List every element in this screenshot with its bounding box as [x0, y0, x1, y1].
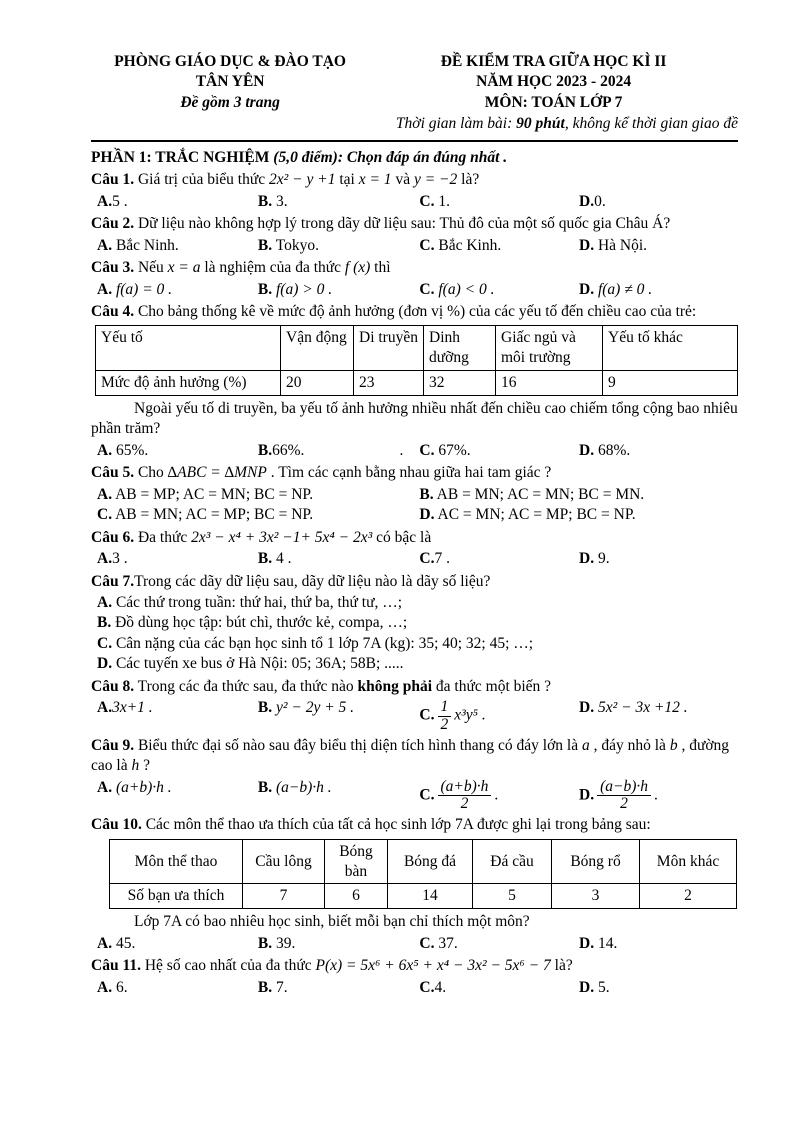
- table-cell: 7: [243, 884, 325, 909]
- table-header-cell: Đá cầu: [473, 839, 552, 884]
- text-segment: thì: [370, 259, 391, 277]
- option-label: A.: [97, 978, 113, 996]
- option-label: D.: [579, 786, 595, 804]
- text-segment: , đáy nhỏ là: [589, 736, 670, 754]
- q7-option-d: [97, 654, 738, 674]
- text-segment: 2x² − y +1: [269, 171, 336, 189]
- option-label: A.: [97, 778, 113, 796]
- question-6-label: Câu 6.: [91, 528, 135, 546]
- q2-option-d: [579, 236, 738, 256]
- q3-option-c: [419, 280, 579, 300]
- table-header-cell: Dinh dưỡng: [424, 326, 496, 371]
- option-label: B.: [257, 280, 273, 298]
- table-header-cell: Di truyền: [354, 326, 424, 371]
- option-label: C.: [419, 550, 435, 568]
- option-label: B.: [257, 934, 273, 952]
- table-cell: 3: [552, 884, 640, 909]
- option-text: .: [654, 786, 658, 804]
- option-label: D.: [579, 441, 595, 459]
- q8-option-d: [579, 698, 738, 734]
- option-label: A.: [97, 699, 113, 717]
- question-7-body: [134, 573, 490, 590]
- option-text: 5.: [594, 978, 610, 996]
- table-cell: 6: [325, 884, 388, 909]
- option-text: 37.: [434, 934, 458, 952]
- text-segment: đa thức một biến ?: [432, 677, 552, 695]
- question-11-text: [91, 956, 738, 976]
- text-segment: và: [391, 171, 414, 189]
- question-7: [91, 572, 738, 675]
- option-label: A.: [97, 280, 113, 298]
- text-segment: tại: [335, 171, 359, 189]
- option-label: D.: [97, 655, 113, 673]
- q7-option-c: [97, 634, 738, 654]
- text-segment: không phải: [357, 677, 433, 695]
- question-9: [91, 736, 738, 813]
- text-segment: có bậc là: [372, 528, 432, 546]
- text-segment: P(x) = 5x⁶ + 6x⁵ + x⁴ − 3x² − 5x⁶ − 7: [315, 957, 551, 975]
- fraction-numerator: (a+b)·h: [438, 779, 492, 796]
- question-1-body: [134, 171, 479, 188]
- option-label: A.: [97, 441, 113, 459]
- option-label: A.: [97, 934, 113, 952]
- text-segment: . Tìm các cạnh bằng nhau giữa hai tam giác ?: [266, 464, 552, 482]
- question-6-text: [91, 528, 738, 548]
- question-1: [91, 170, 738, 212]
- option-label: C.: [419, 706, 435, 724]
- table-header-cell: Yếu tố: [96, 326, 281, 371]
- question-1-label: Câu 1.: [91, 171, 135, 189]
- option-label: D.: [579, 934, 595, 952]
- q6-option-d: [579, 549, 738, 569]
- q5-option-b: [419, 485, 738, 505]
- q1-option-b: [258, 192, 420, 212]
- text-segment: ∆ABC = ∆MNP: [167, 464, 267, 482]
- question-11: [91, 956, 738, 998]
- q10-option-a: [97, 934, 258, 954]
- q6-option-b: [258, 549, 420, 569]
- text-segment: Giá trị của biểu thức: [134, 171, 270, 189]
- option-text: 6.: [112, 978, 128, 996]
- fraction: [597, 779, 651, 813]
- table-header-cell: Giấc ngủ và môi trường: [496, 326, 603, 371]
- question-10-text: [91, 815, 738, 835]
- option-label: C.: [97, 634, 113, 652]
- table-header-cell: Cầu lông: [243, 839, 325, 884]
- q4-option-a: [97, 441, 258, 461]
- option-text: 39.: [272, 934, 296, 952]
- q3-option-d: [579, 280, 738, 300]
- fraction: [438, 699, 452, 733]
- option-label: C.: [419, 280, 435, 298]
- option-text: (a+b)·h .: [112, 778, 172, 796]
- fraction-denominator: 2: [440, 715, 449, 733]
- option-label: A.: [97, 550, 113, 568]
- exam-title: ĐỀ KIỂM TRA GIỮA HỌC KÌ II: [440, 53, 667, 70]
- option-label: D.: [579, 699, 595, 717]
- option-text: AB = MN; AC = MN; BC = MN.: [433, 485, 645, 503]
- option-text: 9.: [594, 550, 610, 568]
- text-segment: Cho bảng thống kê về mức độ ảnh hưởng (đơn vị %) của các yếu tố đến chiều cao của trẻ:: [134, 302, 697, 320]
- q2-option-a: [97, 236, 258, 256]
- text-segment: x = a: [167, 259, 201, 277]
- text-segment: , đường cao là: [91, 736, 730, 775]
- q5-option-d: [419, 505, 738, 525]
- text-segment: Cho: [134, 464, 168, 482]
- option-text: f(a) = 0 .: [112, 280, 173, 298]
- q8-option-a: [97, 698, 258, 734]
- table-header-cell: Vận động: [281, 326, 354, 371]
- question-4-options: [91, 441, 738, 461]
- district-name: TÂN YÊN: [195, 73, 265, 91]
- q4-option-c: [419, 441, 579, 461]
- option-text: f(a) > 0 .: [272, 280, 333, 298]
- question-3: [91, 258, 738, 300]
- time-prefix: Thời gian làm bài:: [395, 115, 517, 133]
- option-text: Các tuyến xe bus ở Hà Nội: 05; 36A; 58B; .....: [112, 655, 404, 673]
- subject-line: MÔN: TOÁN LỚP 7: [484, 93, 623, 111]
- table-cell: Mức độ ảnh hưởng (%): [96, 371, 281, 396]
- question-2: [91, 214, 738, 256]
- question-7-text: [91, 572, 738, 592]
- option-text: AB = MP; AC = MN; BC = NP.: [112, 485, 314, 503]
- option-label: D.: [579, 236, 595, 254]
- table-header-row: [110, 839, 737, 884]
- question-9-label: Câu 9.: [91, 736, 135, 754]
- option-text: Bắc Ninh.: [112, 236, 179, 254]
- department-block: [91, 52, 369, 113]
- option-label: C.: [419, 786, 435, 804]
- fraction: [438, 779, 492, 813]
- option-label: B.: [257, 236, 273, 254]
- q10-option-b: [258, 934, 420, 954]
- fraction-denominator: 2: [620, 794, 628, 812]
- text-segment: 2x³ − x⁴ + 3x² −1+ 5x⁴ − 2x³: [191, 528, 373, 546]
- question-5-label: Câu 5.: [91, 464, 135, 482]
- q11-option-a: [97, 978, 258, 998]
- text-segment: Hệ số cao nhất của đa thức: [140, 957, 316, 975]
- question-4: [91, 302, 738, 461]
- table-header-cell: Môn thể thao: [110, 839, 243, 884]
- option-label: B.: [257, 192, 273, 210]
- option-text: 5 .: [112, 192, 128, 210]
- text-segment: b: [669, 736, 678, 754]
- option-text: 3 .: [112, 550, 128, 568]
- question-10-options: [91, 934, 738, 954]
- option-text: 14.: [594, 934, 618, 952]
- table-header-cell: Bóng rổ: [552, 839, 640, 884]
- question-6-body: [134, 529, 431, 546]
- q2-option-b: [258, 236, 420, 256]
- q1-option-c: [419, 192, 579, 212]
- q3-option-a: [97, 280, 258, 300]
- question-4-label: Câu 4.: [91, 302, 135, 320]
- q9-option-b: [258, 778, 420, 814]
- text-segment: là?: [457, 171, 480, 189]
- table-header-cell: Bóng bàn: [325, 839, 388, 884]
- option-text: Bắc Kinh.: [434, 236, 502, 254]
- q5-option-c: [97, 505, 419, 525]
- table-cell: 20: [281, 371, 354, 396]
- option-label: B.: [257, 699, 273, 717]
- part1-heading: [91, 148, 738, 168]
- table-cell: 32: [424, 371, 496, 396]
- text-segment: f (x): [344, 259, 371, 277]
- option-label: B.: [257, 441, 273, 459]
- question-9-body: [91, 737, 729, 774]
- option-label: C.: [419, 236, 435, 254]
- part1-title: PHẦN 1: TRẮC NGHIỆM: [91, 148, 274, 166]
- option-label: A.: [97, 485, 113, 503]
- text-segment: là nghiệm của đa thức: [200, 259, 345, 277]
- option-text: 45.: [112, 934, 136, 952]
- text-segment: x = 1: [358, 171, 392, 189]
- question-10: [91, 815, 738, 954]
- q4-statistics-table: [95, 325, 738, 395]
- time-duration: 90 phút: [516, 115, 565, 133]
- question-4-text: [91, 302, 738, 322]
- option-text: 3.: [272, 192, 288, 210]
- question-7-label: Câu 7.: [91, 572, 135, 590]
- option-text: 68%.: [594, 441, 631, 459]
- question-8: [91, 677, 738, 734]
- text-segment: Trong các dãy dữ liệu sau, dãy dữ liệu nào là dãy số liệu?: [134, 572, 491, 590]
- question-3-options: [91, 280, 738, 300]
- q10-sports-table: [109, 839, 737, 909]
- table-header-cell: Yếu tố khác: [603, 326, 738, 371]
- question-8-label: Câu 8.: [91, 677, 135, 695]
- q9-option-d: [579, 778, 738, 814]
- q11-option-d: [579, 978, 738, 998]
- question-3-body: [134, 259, 390, 276]
- exam-title-block: [369, 52, 738, 113]
- table-data-row: [96, 371, 738, 396]
- q10-option-d: [579, 934, 738, 954]
- exam-header: [91, 52, 738, 113]
- option-label: B.: [97, 614, 112, 632]
- question-4-body: [134, 303, 696, 320]
- option-label: A.: [97, 192, 113, 210]
- question-5-body: [134, 464, 551, 481]
- text-segment: h: [131, 757, 140, 775]
- q2-option-c: [419, 236, 579, 256]
- table-cell: 5: [473, 884, 552, 909]
- q6-option-c: [419, 549, 579, 569]
- q11-option-b: [258, 978, 420, 998]
- table-header-row: [96, 326, 738, 371]
- time-note: [91, 114, 738, 134]
- option-text: x³y⁵ .: [454, 706, 486, 724]
- text-segment: Nếu: [134, 259, 168, 277]
- option-label: D.: [579, 978, 595, 996]
- text-segment: là?: [550, 957, 573, 975]
- page-count-note: Đề gồm 3 trang: [180, 93, 280, 111]
- q9-option-a: [97, 778, 258, 814]
- question-2-label: Câu 2.: [91, 215, 135, 233]
- option-label: A.: [97, 594, 113, 611]
- option-text: 65%.: [112, 441, 149, 459]
- option-text: y² − 2y + 5 .: [272, 699, 355, 717]
- option-text: 7 .: [434, 550, 450, 568]
- table-header-cell: Bóng đá: [388, 839, 473, 884]
- question-2-text: [91, 214, 738, 234]
- option-text: Tokyo.: [272, 236, 319, 254]
- table-data-row: [110, 884, 737, 909]
- q3-option-b: [258, 280, 420, 300]
- text-segment: a: [582, 736, 590, 754]
- option-text: 66%.: [272, 441, 305, 459]
- option-text: 4 .: [272, 550, 292, 568]
- option-text: (a−b)·h .: [272, 778, 332, 796]
- text-segment: y = −2: [413, 171, 458, 189]
- option-label: A.: [97, 236, 113, 254]
- option-label: D.: [579, 192, 595, 210]
- option-text: f(a) ≠ 0 .: [594, 280, 653, 298]
- table-cell: 2: [640, 884, 737, 909]
- option-label: B.: [419, 485, 434, 503]
- option-text: 1.: [434, 192, 450, 210]
- option-text: 3x+1 .: [112, 699, 153, 717]
- option-label: C.: [419, 934, 435, 952]
- option-label: B.: [257, 778, 273, 796]
- text-segment: ?: [139, 757, 150, 775]
- option-text: Cân nặng của các bạn học sinh tổ 1 lớp 7A (kg): 35; 40; 32; 45; …;: [112, 634, 534, 652]
- fraction-denominator: 2: [460, 794, 469, 812]
- question-6-options: [91, 549, 738, 569]
- question-9-text: [91, 736, 738, 777]
- table-cell: 16: [496, 371, 603, 396]
- question-5-options: [91, 485, 738, 526]
- question-11-label: Câu 11.: [91, 957, 141, 975]
- question-1-text: [91, 170, 738, 190]
- q7-option-b: [97, 613, 738, 633]
- q6-option-a: [97, 549, 258, 569]
- q4-option-d: [579, 441, 738, 461]
- q10-option-c: [419, 934, 579, 954]
- table-cell: 23: [354, 371, 424, 396]
- question-4-followup: Ngoài yếu tố di truyền, ba yếu tố ảnh hưởng nhiều nhất đến chiều cao chiếm tổng cộng bao nhiêu phần trăm?: [91, 399, 738, 438]
- question-8-options: [91, 698, 738, 734]
- option-label: D.: [419, 506, 435, 524]
- option-text: 0.: [594, 192, 606, 210]
- option-text: Hà Nội.: [594, 236, 648, 254]
- table-cell: Số bạn ưa thích: [110, 884, 243, 909]
- question-2-body: [134, 215, 670, 232]
- table-header-cell: Môn khác: [640, 839, 737, 884]
- question-5: [91, 463, 738, 525]
- fraction-numerator: 1: [438, 699, 452, 716]
- header-divider: [91, 140, 738, 142]
- question-9-options: [91, 778, 738, 814]
- question-10-label: Câu 10.: [91, 816, 142, 834]
- option-label: C.: [419, 978, 435, 996]
- q7-option-a: [97, 593, 738, 613]
- option-text: 7.: [272, 978, 288, 996]
- question-11-options: [91, 978, 738, 998]
- text-segment: Dữ liệu nào không hợp lý trong dãy dữ liệu sau: Thủ đô của một số quốc gia Châu Á?: [134, 215, 671, 233]
- q4-option-b: [258, 441, 420, 461]
- q11-option-c: [419, 978, 579, 998]
- option-text: AB = MN; AC = MP; BC = NP.: [112, 506, 314, 524]
- question-3-text: [91, 258, 738, 278]
- school-year: NĂM HỌC 2023 - 2024: [476, 73, 632, 91]
- department-name: PHÒNG GIÁO DỤC & ĐÀO TẠO: [114, 53, 346, 70]
- option-text: .: [494, 786, 499, 804]
- option-label: D.: [579, 280, 595, 298]
- option-label: B.: [257, 550, 273, 568]
- option-text: 5x² − 3x +12 .: [594, 699, 688, 717]
- option-main: [258, 441, 305, 461]
- q8-option-b: [258, 698, 420, 734]
- question-8-body: [134, 678, 551, 695]
- text-segment: Biểu thức đại số nào sau đây biểu thị diện tích hình thang có đáy lớn là: [134, 736, 582, 754]
- option-label: C.: [419, 192, 435, 210]
- question-2-options: [91, 236, 738, 256]
- option-label: C.: [419, 441, 435, 459]
- q1-option-d: [579, 192, 738, 212]
- q5-option-a: [97, 485, 419, 505]
- question-7-options: [91, 593, 738, 675]
- question-5-text: [91, 463, 738, 483]
- time-suffix: , không kể thời gian giao đề: [564, 115, 738, 133]
- table-cell: 9: [603, 371, 738, 396]
- q1-option-a: [97, 192, 258, 212]
- question-10-followup: Lớp 7A có bao nhiêu học sinh, biết mỗi bạn chỉ thích một môn?: [134, 913, 530, 931]
- fraction-numerator: (a−b)·h: [597, 779, 651, 796]
- question-10-body: [142, 816, 651, 833]
- option-label: C.: [97, 506, 113, 524]
- table-cell: 14: [388, 884, 473, 909]
- option-text: AC = MN; AC = MP; BC = NP.: [434, 506, 636, 524]
- question-11-body: [141, 957, 573, 974]
- text-segment: Đa thức: [134, 528, 192, 546]
- option-text: Các thứ trong tuần: thứ hai, thứ ba, thứ tư, …;: [112, 594, 403, 611]
- q9-option-c: [419, 778, 579, 814]
- option-label: B.: [257, 978, 273, 996]
- question-3-label: Câu 3.: [91, 259, 135, 277]
- text-segment: Các môn thể thao ưa thích của tất cả học sinh lớp 7A được ghi lại trong bảng sau:: [141, 816, 651, 834]
- text-segment: Trong các đa thức sau, đa thức nào: [134, 677, 358, 695]
- question-1-options: [91, 192, 738, 212]
- part1-subtitle: (5,0 điểm): Chọn đáp án đúng nhất .: [273, 148, 508, 166]
- option-text: Đồ dùng học tập: bút chì, thước kẻ, compa, …;: [111, 614, 408, 632]
- q8-option-c: [419, 698, 579, 734]
- option-text: 67%.: [434, 441, 471, 459]
- option-text: 4.: [434, 978, 447, 996]
- question-6: [91, 528, 738, 570]
- stray-dot: .: [399, 441, 404, 459]
- option-text: f(a) < 0 .: [434, 280, 495, 298]
- question-8-text: [91, 677, 738, 697]
- option-label: D.: [579, 550, 595, 568]
